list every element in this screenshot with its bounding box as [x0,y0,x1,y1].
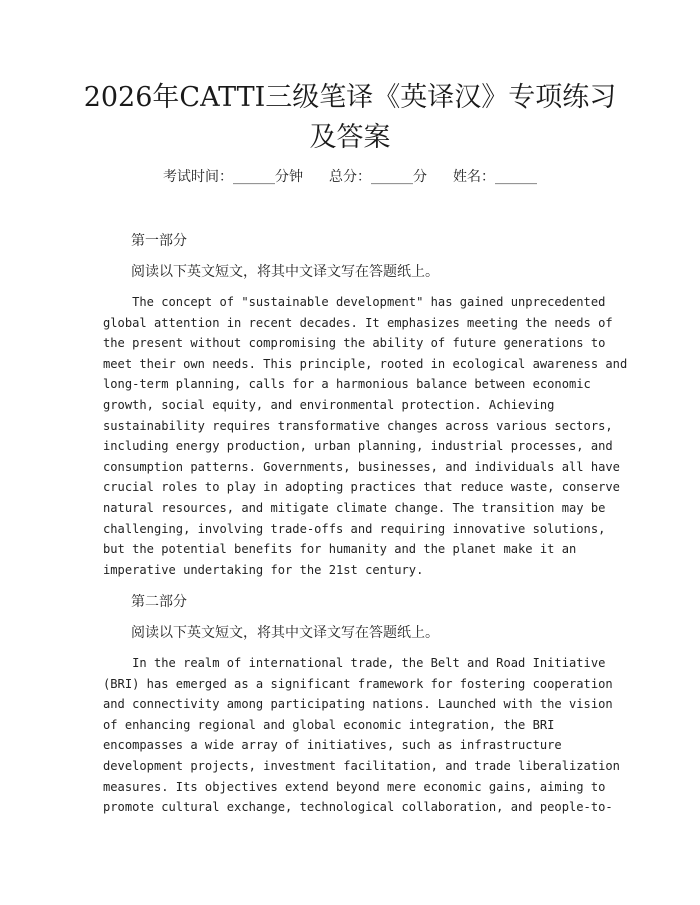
passage-line: challenging, involving trade-offs and requiring innovative solutions, [103,521,606,536]
name-field: 姓名：______ [453,169,537,185]
passage-line: natural resources, and mitigate climate change. The transition may be [103,500,606,515]
passage-line: and connectivity among participating nations. Launched with the vision [103,697,613,712]
title-line-1: 2026年CATTI三级笔译《英译汉》专项练习 [83,82,617,113]
passage-line: long-term planning, calls for a harmonious balance between economic [103,377,591,392]
total-score-field: 总分：______分 [329,169,427,185]
document-title [60,78,640,158]
exam-time-field: 考试时间：______分钟 [163,169,303,185]
section-2-instruction: 阅读以下英文短文，将其中文译文写在答题纸上。 [131,625,439,641]
section-1-passage [103,292,628,580]
passage-line: crucial roles to play in adopting practices that reduce waste, conserve [103,480,620,495]
section-2-passage [103,653,620,818]
passage-line: including energy production, urban planning, industrial processes, and [103,439,613,454]
passage-line: (BRI) has emerged as a significant framework for fostering cooperation [103,676,613,691]
passage-line: promote cultural exchange, technological collaboration, and people-to- [103,800,613,815]
passage-line: measures. Its objectives extend beyond mere economic gains, aiming to [103,779,606,794]
exam-meta [0,166,700,186]
passage-line: growth, social equity, and environmental protection. Achieving [103,397,555,412]
section-1-instruction: 阅读以下英文短文，将其中文译文写在答题纸上。 [131,264,439,280]
title-line-2: 及答案 [309,122,391,153]
passage-line: sustainability requires transformative changes across various sectors, [103,418,613,433]
passage-line: The concept of "sustainable development" has gained unprecedented [103,295,606,309]
passage-line: In the realm of international trade, the Belt and Road Initiative [103,656,606,670]
passage-line: of enhancing regional and global economic integration, the BRI [103,717,555,732]
section-2-heading: 第二部分 [131,594,187,610]
passage-line: meet their own needs. This principle, rooted in ecological awareness and [103,356,628,371]
passage-line: development projects, investment facilitation, and trade liberalization [103,758,620,773]
passage-line: imperative undertaking for the 21st century. [103,562,424,577]
passage-line: encompasses a wide array of initiatives, such as infrastructure [103,738,562,753]
passage-line: global attention in recent decades. It emphasizes meeting the needs of [103,315,613,330]
section-1-heading: 第一部分 [131,233,187,249]
passage-line: the present without compromising the ability of future generations to [103,336,606,351]
passage-line: consumption patterns. Governments, businesses, and individuals all have [103,459,620,474]
passage-line: but the potential benefits for humanity and the planet make it an [103,542,577,557]
